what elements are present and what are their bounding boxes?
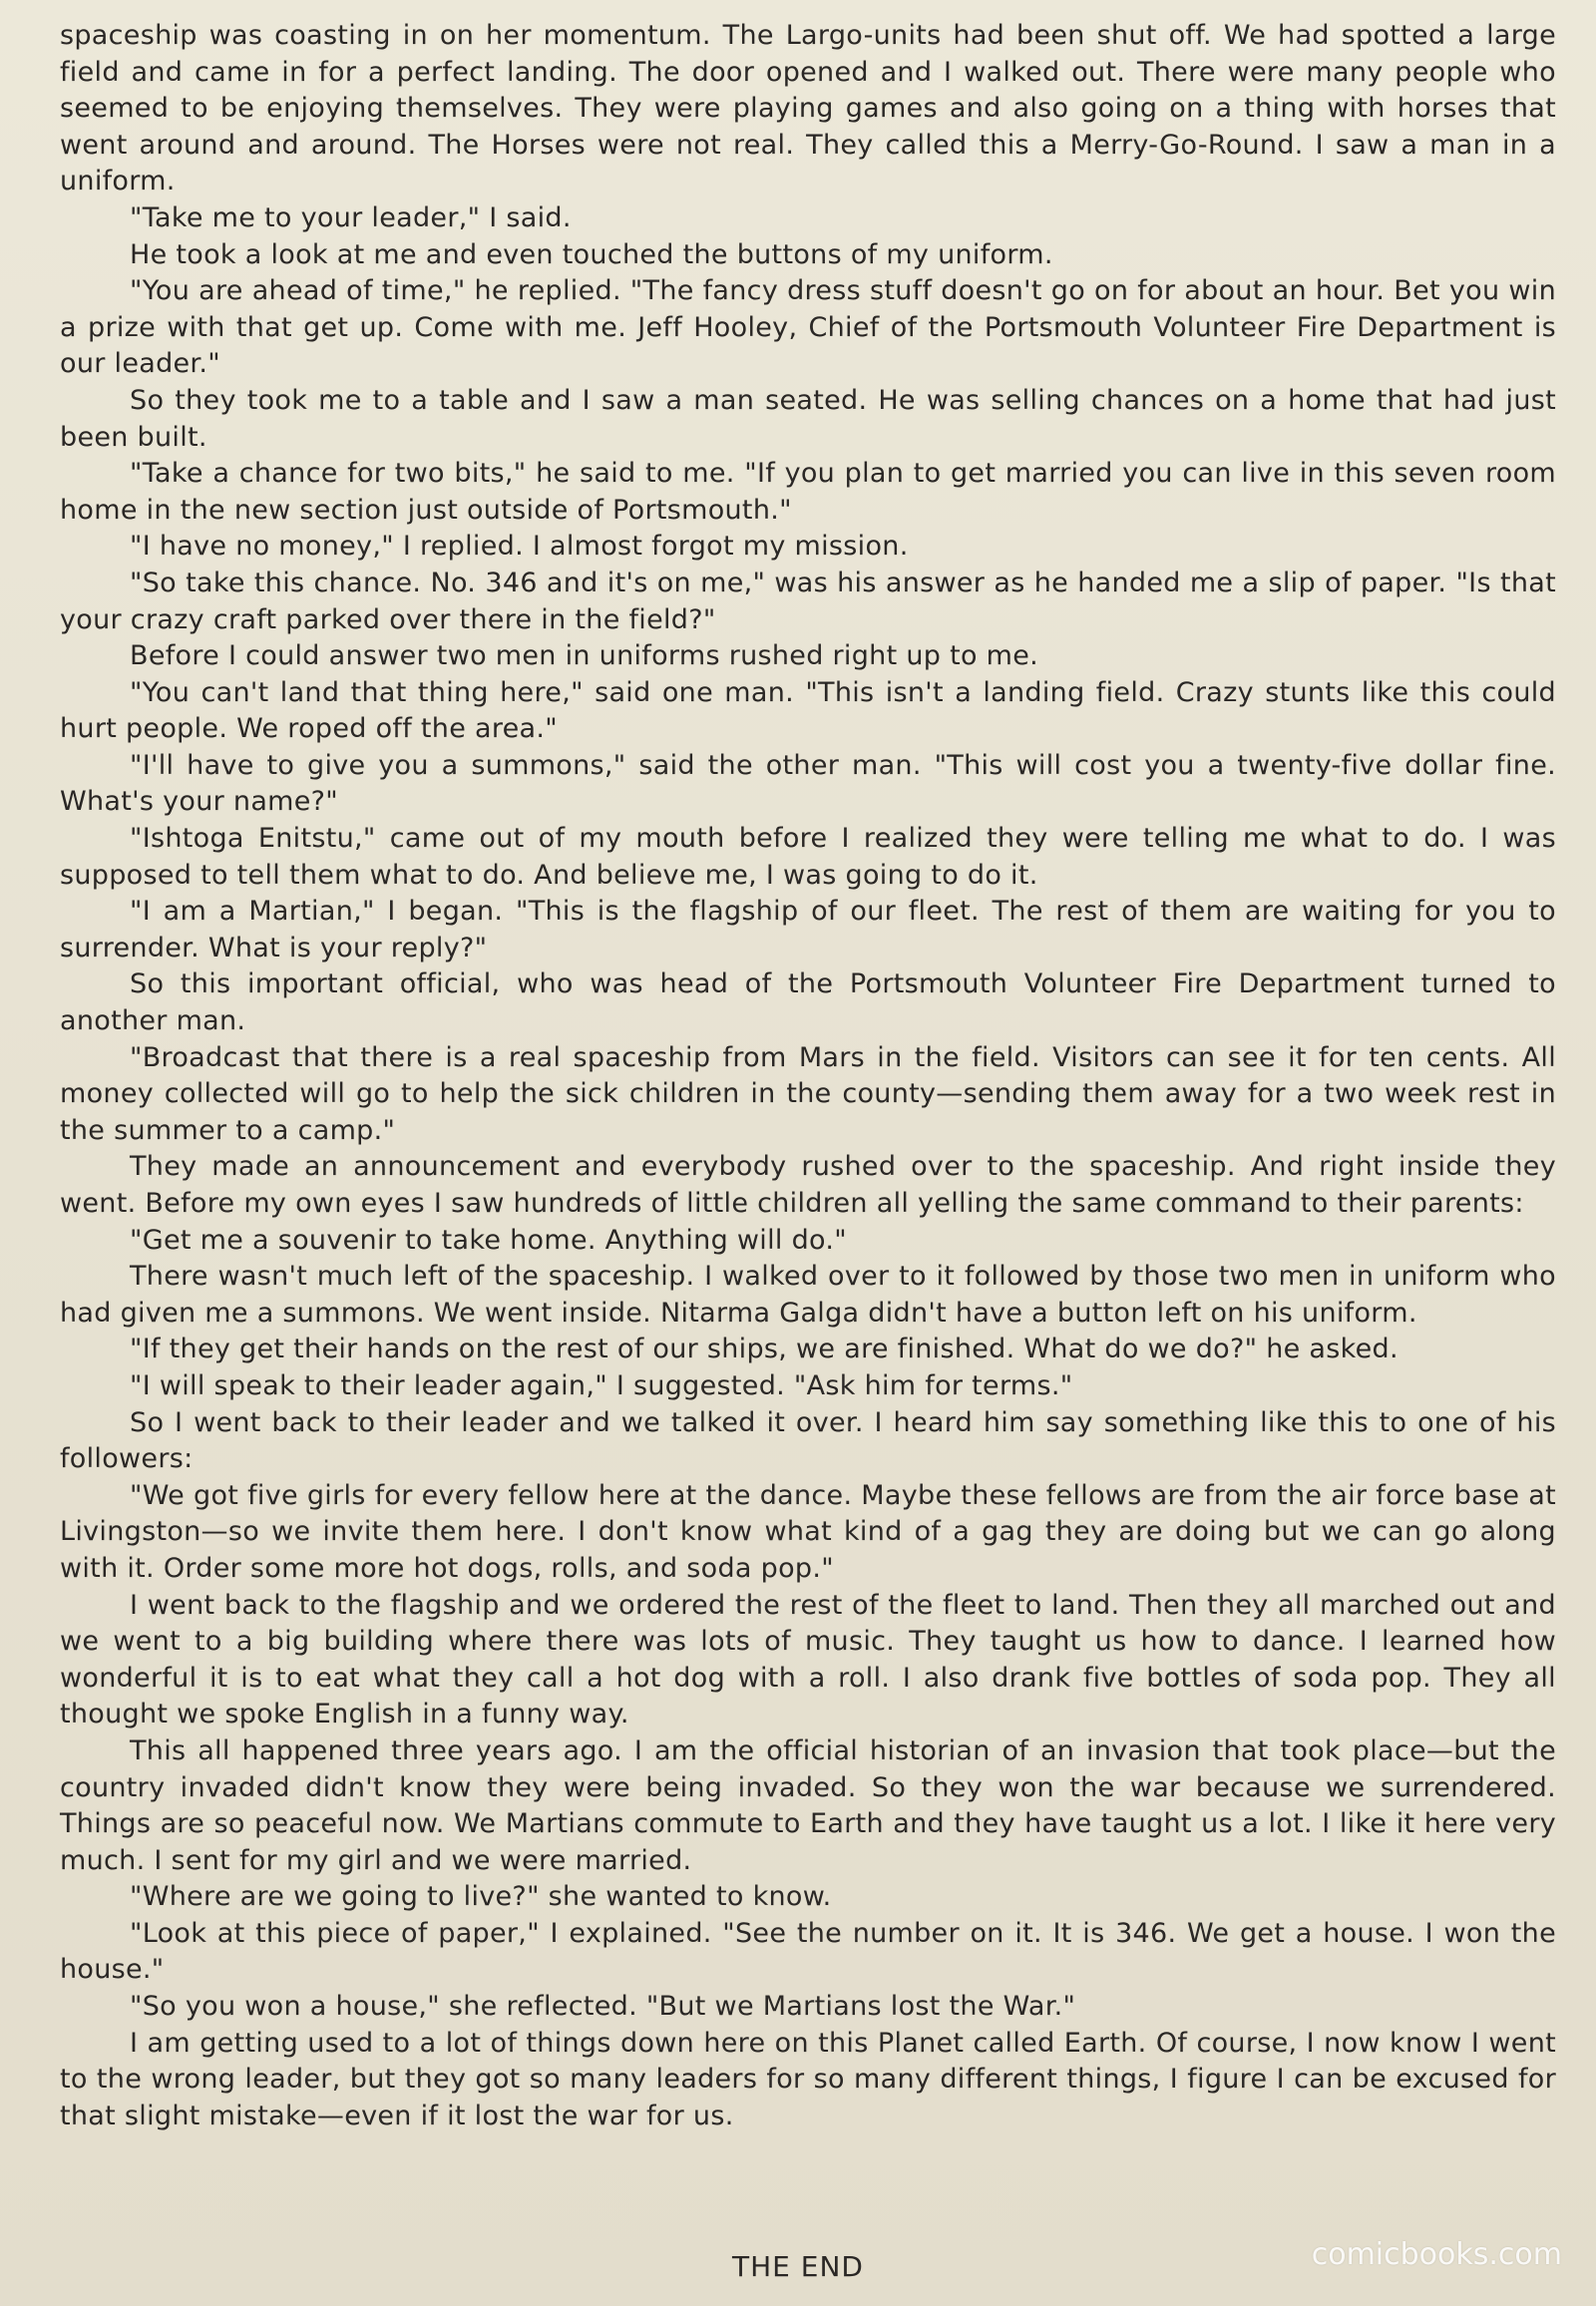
story-paragraph: This all happened three years ago. I am the official historian of an invasion that took place—but the country invaded didn't know they were being invaded. So they won the war because we surrendered. Things are so peaceful now. We Martians commute to Earth and they have taught us a lot. I like it here very much. I sent for my girl and we were married. [60, 1734, 1556, 1876]
story-paragraph: "So you won a house," she reflected. "But we Martians lost the War." [130, 1991, 1076, 2023]
story-paragraph: "We got five girls for every fellow here at the dance. Maybe these fellows are from the air force base at Livingston—so we invite them here. I don't know what kind of a gag they are doing but we can go along with it. Order some more hot dogs, rolls, and soda pop." [60, 1479, 1556, 1584]
story-paragraph: "So take this chance. No. 346 and it's on me," was his answer as he handed me a slip of paper. "Is that your crazy craft parked over there in the field?" [60, 567, 1556, 635]
story-paragraph: "I will speak to their leader again," I suggested. "Ask him for terms." [130, 1369, 1073, 1401]
story-paragraph: "You are ahead of time," he replied. "The fancy dress stuff doesn't go on for about an hour. Bet you win a prize with that get up. Come with me. Jeff Hooley, Chief of the Portsmouth Volunteer Fire Department is our leader." [60, 275, 1556, 380]
story-paragraph: "Look at this piece of paper," I explained. "See the number on it. It is 346. We get a house. I won the house." [60, 1917, 1556, 1986]
story-paragraph: So this important official, who was head of the Portsmouth Volunteer Fire Department turned to another man. [60, 968, 1556, 1037]
story-paragraph: There wasn't much left of the spaceship. I walked over to it followed by those two men in uniform who had given me a summons. We went inside. Nitarma Galga didn't have a button left on his uniform. [60, 1261, 1556, 1329]
story-paragraph: So I went back to their leader and we talked it over. I heard him say something like this to one of his followers: [60, 1406, 1556, 1475]
story-paragraph: "Ishtoga Enitstu," came out of my mouth before I realized they were telling me what to do. I was supposed to tell them what to do. And believe me, I was going to do it. [60, 823, 1556, 891]
story-paragraph: I went back to the flagship and we ordered the rest of the fleet to land. Then they all marched out and we went to a big building where there was lots of music. They taught us how to dance. I learned how wonderful it is to eat what they call a hot dog with a roll. I also drank five bottles of soda pop. They all thought we spoke English in a funny way. [60, 1589, 1556, 1730]
story-paragraph: "Take a chance for two bits," he said to me. "If you plan to get married you can live in this seven room home in the new section just outside of Portsmouth." [60, 458, 1556, 526]
story-text [60, 18, 1556, 2134]
story-paragraph: "I'll have to give you a summons," said the other man. "This will cost you a twenty-five dollar fine. What's your name?" [60, 749, 1556, 818]
story-paragraph: "Get me a souvenir to take home. Anything will do." [130, 1224, 847, 1256]
story-paragraph: Before I could answer two men in uniforms rushed right up to me. [130, 640, 1039, 672]
story-paragraph: "I am a Martian," I began. "This is the flagship of our fleet. The rest of them are waiting for you to surrender. What is your reply?" [60, 896, 1556, 963]
story-paragraph: spaceship was coasting in on her momentum. The Largo-units had been shut off. We had spotted a large field and came in for a perfect landing. The door opened and I walked out. There were many people who seemed to be enjoying themselves. They were playing games and also going on a thing with horses that went around and around. The Horses were not real. They called this a Merry-Go-Round. I saw a man in a uniform. [60, 20, 1556, 197]
story-paragraph: They made an announcement and everybody rushed over to the spaceship. And right inside they went. Before my own eyes I saw hundreds of little children all yelling the same command to their parents: [60, 1151, 1556, 1219]
story-paragraph: "I have no money," I replied. I almost forgot my mission. [130, 531, 909, 563]
story-paragraph: "Where are we going to live?" she wanted to know. [130, 1881, 832, 1913]
story-paragraph: I am getting used to a lot of things down here on this Planet called Earth. Of course, I now know I went to the wrong leader, but they got so many leaders for so many different things, I figure I can be excused for that slight mistake—even if it lost the war for us. [60, 2027, 1556, 2131]
story-paragraph: "Broadcast that there is a real spaceship from Mars in the field. Visitors can see it for ten cents. All money collected will go to help the sick children in the county—sending them away for a two week rest in the summer to a camp." [60, 1041, 1556, 1146]
story-paragraph: So they took me to a table and I saw a man seated. He was selling chances on a home that had just been built. [60, 384, 1556, 453]
site-watermark: comicbooks.com [1311, 2237, 1562, 2272]
story-paragraph: "If they get their hands on the rest of our ships, we are finished. What do we do?" he asked. [130, 1334, 1398, 1365]
story-paragraph: "Take me to your leader," I said. [130, 201, 572, 233]
story-paragraph: "You can't land that thing here," said one man. "This isn't a landing field. Crazy stunts like this could hurt people. We roped off the area." [60, 676, 1556, 745]
story-paragraph: He took a look at me and even touched the buttons of my uniform. [130, 238, 1053, 270]
the-end-label: THE END [732, 2250, 864, 2283]
